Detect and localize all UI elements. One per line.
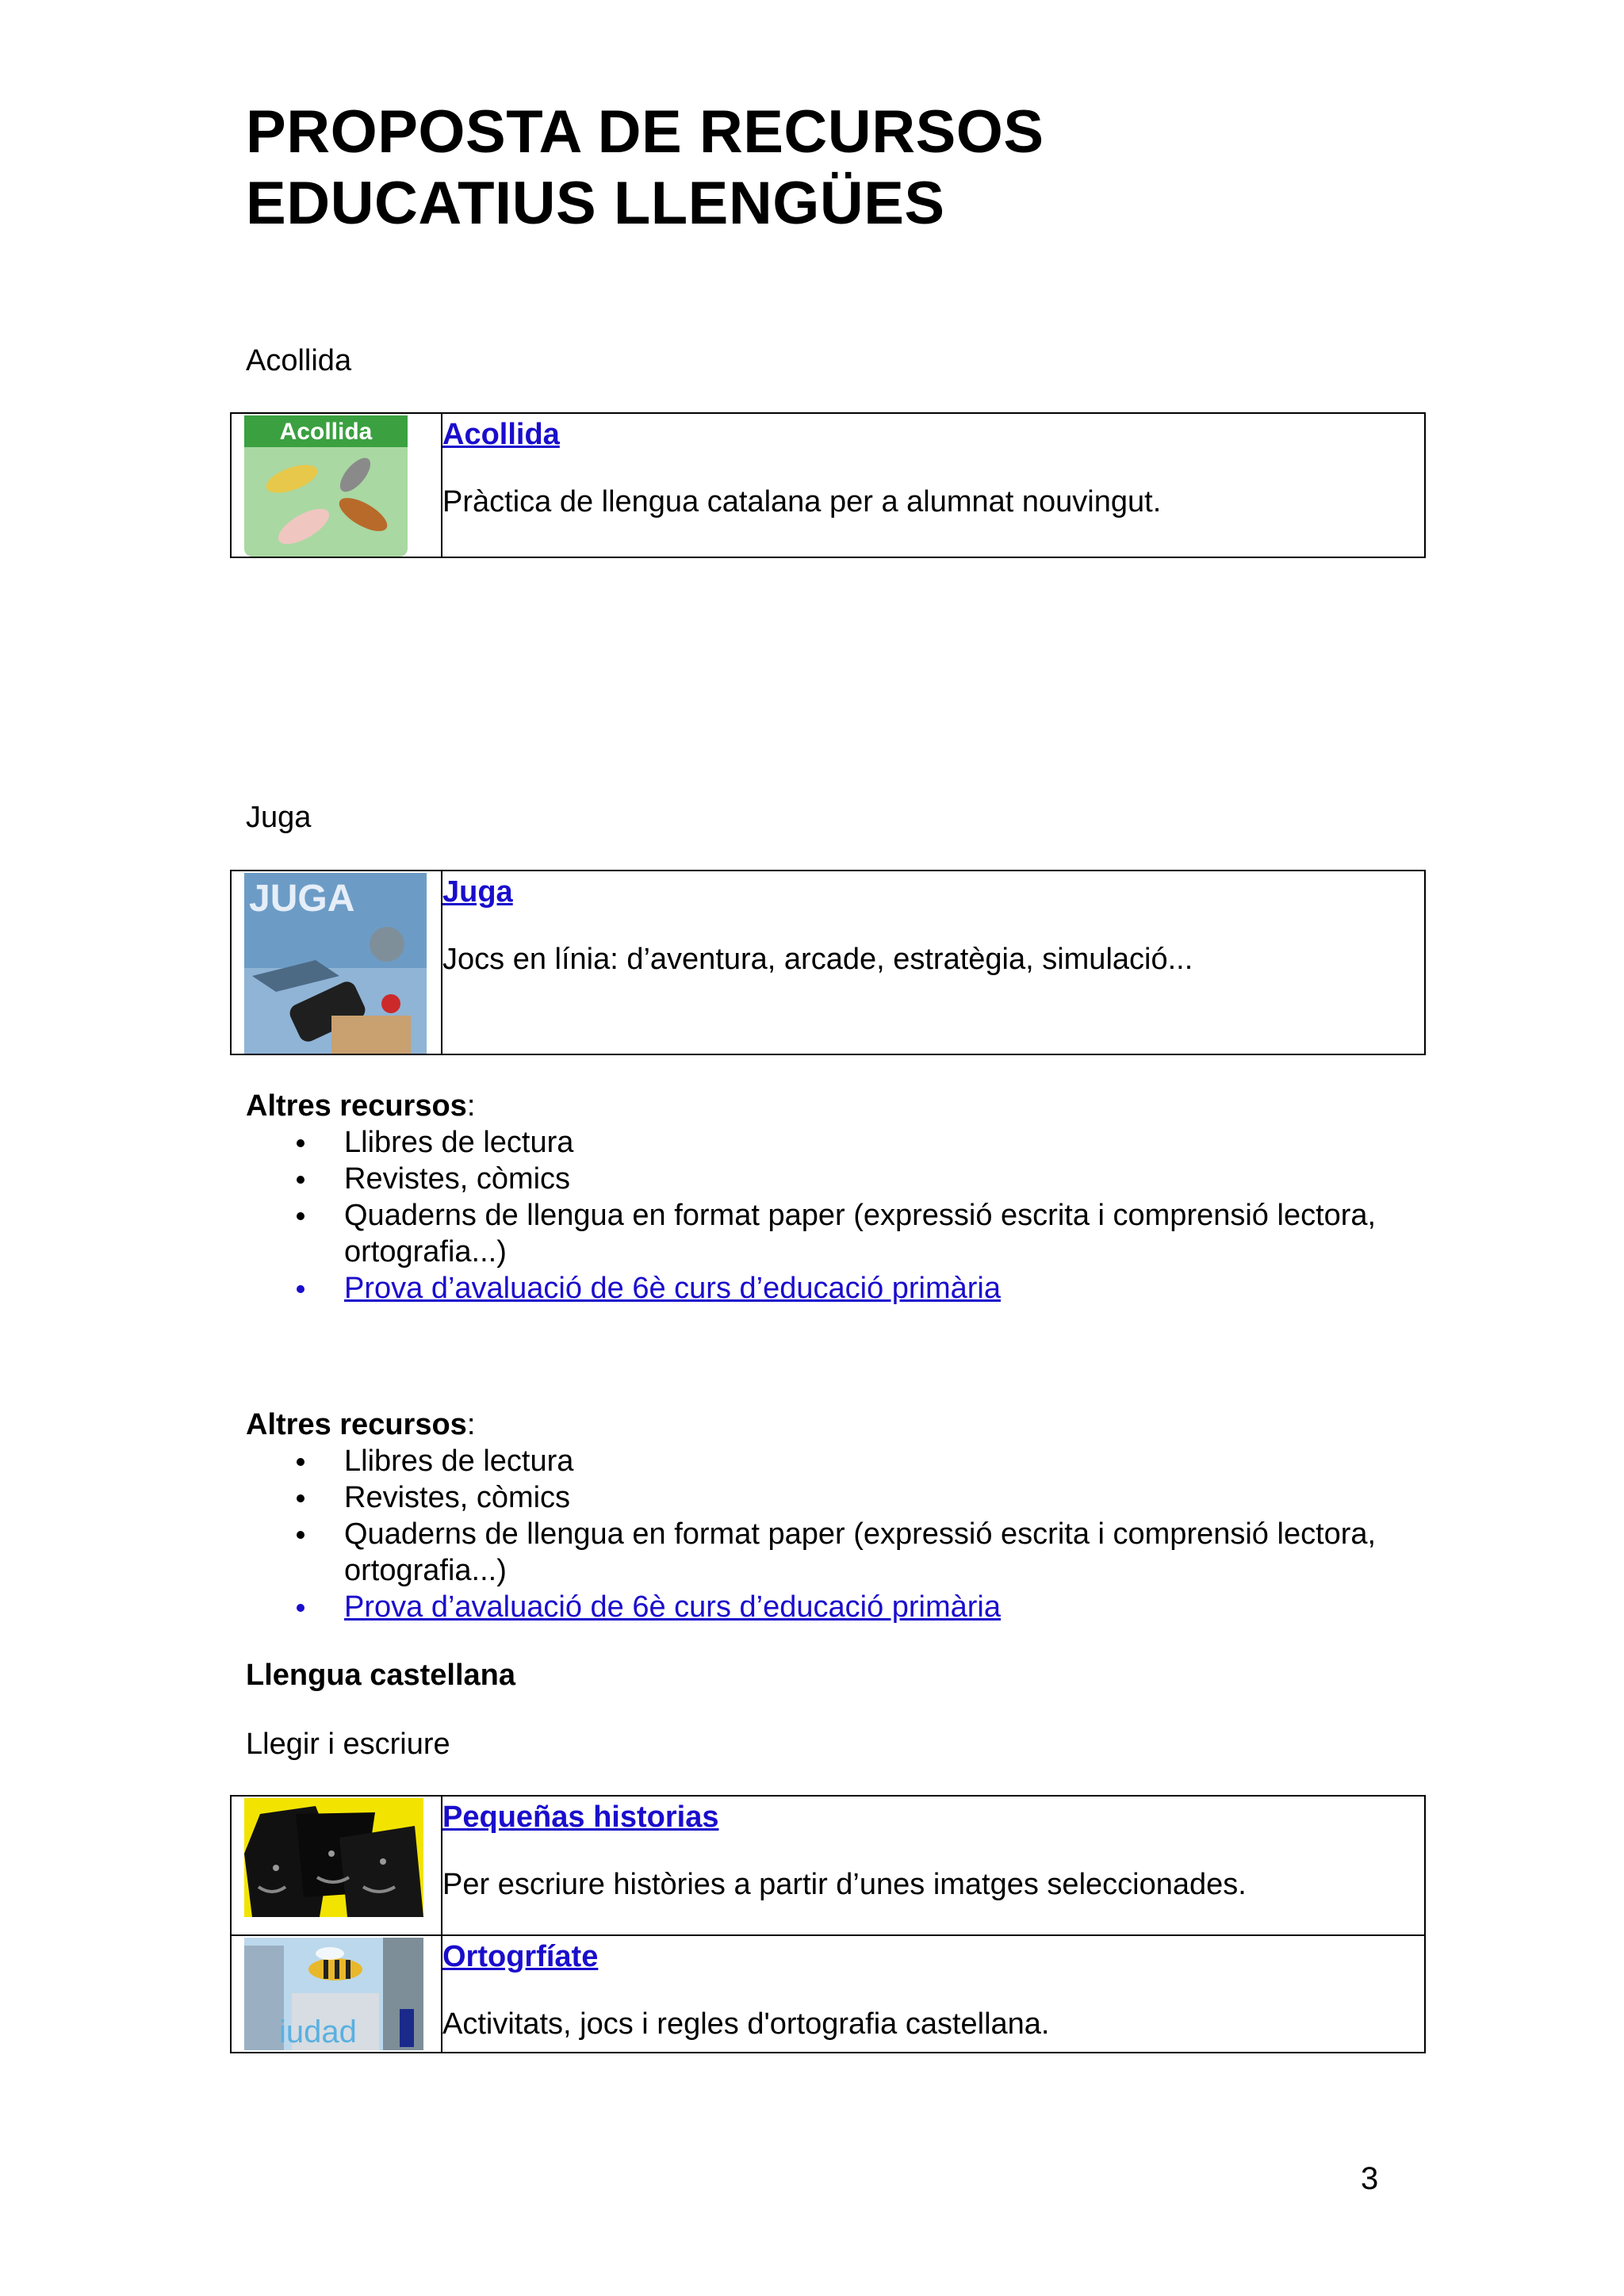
section-label-juga: Juga — [246, 801, 312, 834]
resource-text-cell — [442, 871, 1425, 1054]
resource-description: Per escriure històries a partir d’unes imatges seleccionades. — [442, 1868, 1247, 1901]
section-label-acollida: Acollida — [246, 344, 352, 377]
list-item: Quaderns de llengua en format paper (expressió escrita i comprensió lectora, ortografia...) — [246, 1197, 1435, 1270]
altres-heading-colon: : — [466, 1089, 476, 1123]
prova-avaluacio-link-2[interactable]: Prova d’avaluació de 6è curs d’educació primària — [344, 1590, 1002, 1624]
resource-table-castellana — [230, 1795, 1426, 2053]
list-item-link — [246, 1270, 1435, 1307]
resource-thumb-cell — [231, 413, 442, 557]
resource-thumb-cell — [231, 1796, 442, 1935]
altres-recursos-list-1 — [246, 1124, 1435, 1307]
title-line-2: EDUCATIUS LLENGÜES — [246, 170, 945, 237]
resource-text-cell — [442, 413, 1425, 557]
resource-link-ortografiate[interactable]: Ortogrfíate — [442, 1940, 599, 1973]
resource-link-pequenas-historias[interactable]: Pequeñas historias — [442, 1800, 719, 1834]
page-number: 3 — [1361, 2161, 1379, 2196]
altres-heading-text: Altres recursos — [246, 1408, 467, 1441]
resource-text-cell — [442, 1796, 1425, 1935]
altres-heading-colon: : — [466, 1408, 476, 1441]
altres-heading-text: Altres recursos — [246, 1089, 467, 1123]
juga-games-icon[interactable] — [244, 873, 427, 1054]
resource-text-cell — [442, 1935, 1425, 2053]
juga-thumb-text: JUGA — [249, 878, 355, 920]
resource-description: Activitats, jocs i regles d'ortografia castellana. — [442, 2007, 1050, 2041]
resource-description: Pràctica de llengua catalana per a alumnat nouvingut. — [442, 485, 1162, 519]
ortografiate-thumb-text: iudad — [279, 2015, 357, 2049]
list-item: Llibres de lectura — [246, 1443, 1435, 1479]
llengua-castellana-heading: Llengua castellana — [246, 1659, 516, 1692]
list-item: Llibres de lectura — [246, 1124, 1435, 1161]
prova-avaluacio-link-1[interactable]: Prova d’avaluació de 6è curs d’educació primària — [344, 1272, 1002, 1305]
altres-recursos-heading-1 — [246, 1088, 475, 1124]
list-item: Quaderns de llengua en format paper (expressió escrita i comprensió lectora, ortografia...) — [246, 1516, 1435, 1589]
resource-description: Jocs en línia: d’aventura, arcade, estratègia, simulació... — [442, 943, 1193, 976]
list-item: Revistes, còmics — [246, 1161, 1435, 1197]
list-item: Revistes, còmics — [246, 1479, 1435, 1516]
resource-row — [231, 1796, 1425, 1935]
section-label-llegir-escriure: Llegir i escriure — [246, 1728, 450, 1761]
ortografiate-bee-city-icon[interactable] — [244, 1938, 423, 2050]
acollida-thumb-text: Acollida — [279, 419, 373, 445]
page-title — [246, 97, 1044, 239]
historias-faces-icon[interactable] — [244, 1798, 423, 1917]
title-line-1: PROPOSTA DE RECURSOS — [246, 98, 1044, 166]
resource-link-juga[interactable]: Juga — [442, 875, 513, 909]
acollida-hands-icon[interactable] — [244, 415, 408, 557]
resource-row — [231, 1935, 1425, 2053]
resource-table-acollida — [230, 412, 1426, 558]
altres-recursos-list-2 — [246, 1443, 1435, 1625]
resource-link-acollida[interactable]: Acollida — [442, 418, 560, 451]
resource-thumb-cell — [231, 1935, 442, 2053]
list-item-link — [246, 1589, 1435, 1625]
resource-row — [231, 871, 1425, 1054]
resource-row — [231, 413, 1425, 557]
resource-table-juga — [230, 870, 1426, 1055]
resource-thumb-cell — [231, 871, 442, 1054]
altres-recursos-heading-2 — [246, 1406, 475, 1443]
